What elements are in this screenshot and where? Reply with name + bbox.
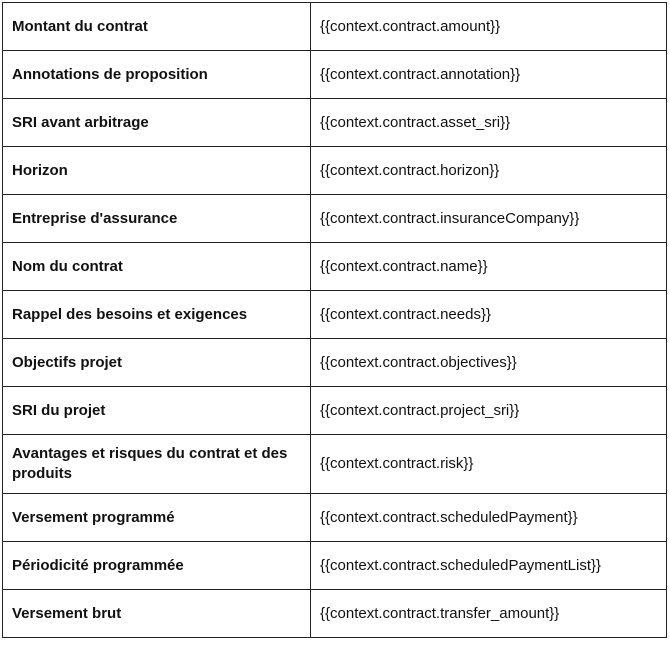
row-label: Périodicité programmée [3,542,311,590]
table-row [3,590,667,638]
row-label: Annotations de proposition [3,51,311,99]
table-row [3,542,667,590]
table-row [3,387,667,435]
table-row [3,243,667,291]
row-value: {{context.contract.insuranceCompany}} [311,195,667,243]
row-label: Entreprise d'assurance [3,195,311,243]
row-label: SRI du projet [3,387,311,435]
contract-fields-table [2,2,667,638]
table-row [3,435,667,494]
row-value: {{context.contract.annotation}} [311,51,667,99]
row-value: {{context.contract.project_sri}} [311,387,667,435]
row-label: Avantages et risques du contrat et des produits [3,435,311,494]
table-row [3,147,667,195]
table-row [3,99,667,147]
row-label: Versement brut [3,590,311,638]
row-label: SRI avant arbitrage [3,99,311,147]
row-value: {{context.contract.asset_sri}} [311,99,667,147]
table-row [3,291,667,339]
row-value: {{context.contract.name}} [311,243,667,291]
table-body [3,3,667,638]
table-row [3,3,667,51]
row-label: Objectifs projet [3,339,311,387]
row-value: {{context.contract.scheduledPayment}} [311,494,667,542]
row-value: {{context.contract.objectives}} [311,339,667,387]
row-value: {{context.contract.amount}} [311,3,667,51]
table-row [3,195,667,243]
row-label: Nom du contrat [3,243,311,291]
table-row [3,51,667,99]
table-row [3,339,667,387]
row-label: Montant du contrat [3,3,311,51]
row-label: Rappel des besoins et exigences [3,291,311,339]
row-value: {{context.contract.needs}} [311,291,667,339]
table-row [3,494,667,542]
row-value: {{context.contract.scheduledPaymentList}} [311,542,667,590]
row-value: {{context.contract.risk}} [311,435,667,494]
row-label: Versement programmé [3,494,311,542]
row-value: {{context.contract.horizon}} [311,147,667,195]
row-value: {{context.contract.transfer_amount}} [311,590,667,638]
row-label: Horizon [3,147,311,195]
